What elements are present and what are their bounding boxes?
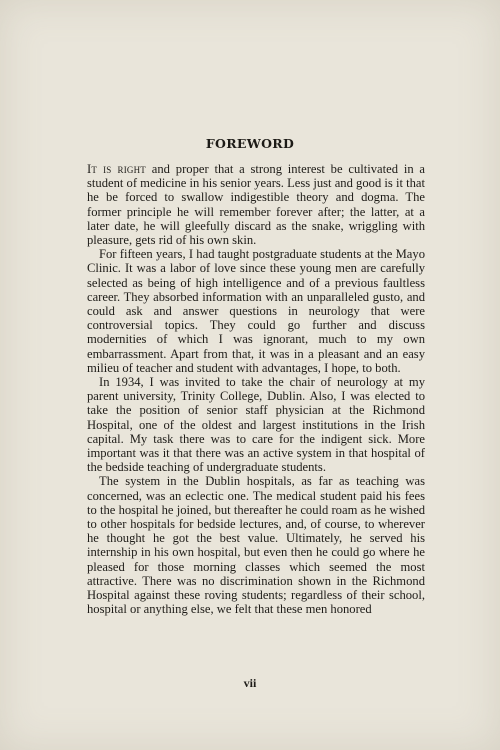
paragraph-1-text: and proper that a strong interest be cultivated in a student of medicine in his senior years. Less just and good is it that he be forced to swallow indigestible theory and dogma. The former principle he will remember forever after; the latter, at a later date, he will gleefully discard as the snake, wriggling with pleasure, gets rid of his own skin. — [87, 162, 426, 248]
paragraph-4: The system in the Dublin hospitals, as far as teaching was concerned, was an eclectic one. The medical student paid his fees to the hospital he joined, but thereafter he could roam as he wished to other hospitals for bedside lectures, and, of course, to wherever he thought he got the best value. Ultimately, he served his internship in his own hospital, but even then he could go where he pleased for those morning classes which seemed the most attractive. There was no discrimination shown in the Richmond Hospital against these roving students; regardless of their school, hospital or anything else, we felt that these men honored — [87, 474, 425, 617]
paragraph-3: In 1934, I was invited to take the chair of neurology at my parent university, Trinity College, Dublin. Also, I was elected to take the position of senior staff physician at the Richmond Hospital, one of the oldest and largest institutions in the Irish capital. My task there was to care for the indigent sick. More important was it that there was an active system in that hospital of the bedside teaching of undergraduate students. — [87, 375, 425, 475]
page-number: vii — [243, 676, 257, 690]
body-text — [87, 162, 425, 617]
page-heading: FOREWORD — [205, 136, 295, 151]
paragraph-1 — [87, 162, 425, 247]
paragraph-2: For fifteen years, I had taught postgraduate students at the Mayo Clinic. It was a labor of love since these young men are carefully selected as being of high intelligence and of a previous faultless career. They absorbed information with an unparalleled gusto, and could ask and answer questions in neurology that were controversial topics. They could go further and discuss modernities of which I was ignorant, much to my own embarrassment. Apart from that, it was in a pleasant and an easy milieu of teacher and student with advantages, I hope, to both. — [87, 247, 425, 375]
paragraph-1-lead: It is right — [87, 162, 146, 176]
